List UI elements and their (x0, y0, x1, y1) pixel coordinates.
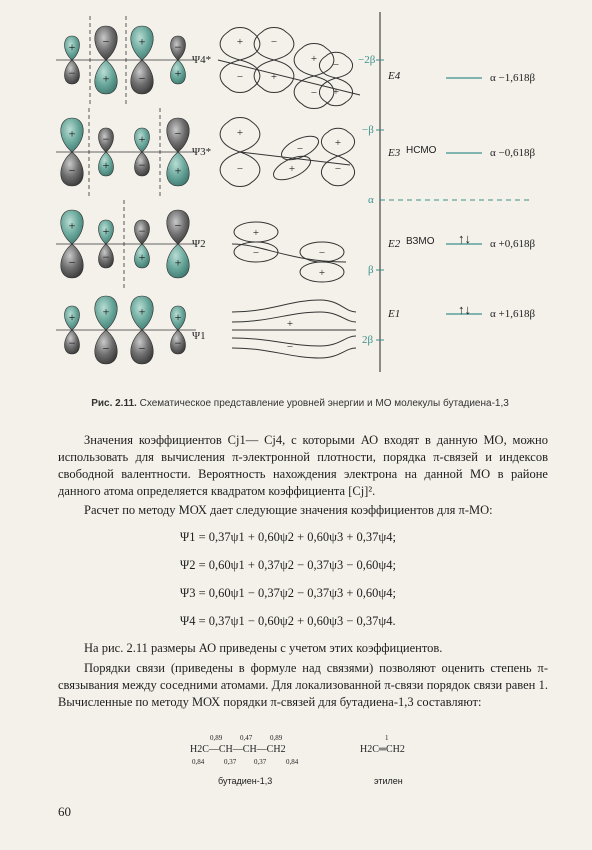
orbital-lobe-r4-a4-top-sign: + (174, 309, 182, 324)
orbital-lobe-r4-a2-top-sign: + (102, 304, 110, 319)
level-value-e3: α −0,618β (490, 147, 536, 159)
orbital-lobe-r2-a2-bottom-sign: + (102, 158, 110, 173)
electron-pair-e2: ↑↓ (458, 231, 471, 246)
orbital-lobe-r1-a1-bottom-sign: − (68, 66, 76, 81)
orbital-lobe-r4-a3-bottom-sign: − (138, 341, 146, 356)
psi1-schematic (232, 300, 356, 358)
tick-label-neg2beta: −2β (358, 54, 376, 66)
equation-psi4: Ψ4 = 0,37ψ1 − 0,60ψ2 + 0,60ψ3 − 0,37ψ4. (180, 614, 396, 628)
orbital-lobe-r3-a3-top-sign: − (138, 223, 146, 238)
orbital-lobe-r3-a2-bottom-sign: − (102, 250, 110, 265)
butadiene-formula: H2C—CH—CH—CH2 (190, 744, 286, 755)
page-number: 60 (58, 804, 71, 819)
orbital-lobe-r2-a1-top-sign: + (68, 126, 76, 141)
schematic-sign: − (252, 247, 260, 259)
figure-caption (40, 398, 560, 409)
equation-psi3: Ψ3 = 0,60ψ1 − 0,37ψ2 − 0,37ψ3 + 0,60ψ4; (180, 586, 396, 600)
orbital-lobe-r3-a1-top-sign: + (68, 218, 76, 233)
schematic-sign: − (236, 163, 244, 175)
schematic-sign: + (310, 53, 318, 65)
schematic-sign: + (236, 127, 244, 139)
orbital-lobe-r1-a2-bottom-sign: + (102, 71, 110, 86)
schematic-sign: + (332, 86, 340, 98)
orbital-lobe-r1-a3-top-sign: + (138, 34, 146, 49)
level-value-e1: α +1,618β (490, 308, 536, 320)
schematic-sign: + (270, 71, 278, 83)
psi2-label: Ψ2 (192, 238, 206, 250)
caption-text: Схематическое представление уровней энергии и МО молекулы бутадиена-1,3 (139, 398, 509, 409)
schematic-sign: + (236, 36, 244, 48)
level-name-e4: E4 (388, 70, 401, 82)
butadiene-name: бутадиен-1,3 (218, 776, 273, 786)
schematic-sign: − (296, 143, 304, 155)
orbital-lobe-r1-a4-bottom-sign: + (174, 66, 182, 81)
figure-2-11 (0, 0, 592, 405)
orbital-lobe-r1-a1-top-sign: + (68, 39, 76, 54)
free-valence-3: 0,37 (254, 758, 267, 766)
orbital-lobe-r4-a1-top-sign: + (68, 309, 76, 324)
orbital-lobe-r4-a2-bottom-sign: − (102, 341, 110, 356)
schematic-sign: − (286, 341, 294, 353)
paragraph-ao-sizes: На рис. 2.11 размеры АО приведены с учетом этих коэффициентов. (84, 641, 443, 655)
schematic-sign: − (270, 36, 278, 48)
tick-label-alpha: α (368, 194, 374, 206)
paragraph-hmo-calc: Расчет по методу МОХ дает следующие значения коэффициентов для π-МО: (84, 503, 493, 517)
ethylene-formula: H2C═CH2 (360, 744, 405, 755)
paragraph-coefficients: Значения коэффициентов Cj1— Cj4, с которыми АО входят в данную МО, можно использовать для вычисления π-электронной плотности, порядка π-связей и индексов свободной валентности. Вероятность нахождения электрона на данной МО в районе данного атома определяется квадратом коэффициента [Cj]². (58, 433, 548, 498)
orbital-lobe-r1-a2-top-sign: − (102, 34, 110, 49)
orbital-lobe-r2-a2-top-sign: − (102, 131, 110, 146)
orbital-lobe-r3-a1-bottom-sign: − (68, 255, 76, 270)
equation-psi2: Ψ2 = 0,60ψ1 + 0,37ψ2 − 0,37ψ3 − 0,60ψ4; (180, 558, 396, 572)
schematic-sign: + (288, 163, 296, 175)
electron-pair-e1: ↑↓ (458, 302, 471, 317)
tick-label-2beta: 2β (362, 334, 374, 346)
orbital-lobe-r3-a2-top-sign: + (102, 223, 110, 238)
orbital-lobe-r4-a3-top-sign: + (138, 304, 146, 319)
ethylene-bond-order: 1 (385, 734, 389, 742)
orbital-lobe-r4-a1-bottom-sign: − (68, 336, 76, 351)
orbital-lobe-r3-a4-top-sign: − (174, 218, 182, 233)
level-tag-e2: ВЗМО (406, 236, 435, 247)
orbital-lobe-r2-a3-bottom-sign: − (138, 158, 146, 173)
schematic-sign: + (286, 318, 294, 330)
mo-schematics (218, 28, 360, 359)
level-tag-e3: НСМО (406, 145, 437, 156)
schematic-sign: − (310, 87, 318, 99)
bond-order-2: 0,47 (240, 734, 253, 742)
orbital-lobe-r2-a4-bottom-sign: + (174, 163, 182, 178)
psi3-label: Ψ3* (192, 146, 212, 158)
orbital-lobe-r3-a4-bottom-sign: + (174, 255, 182, 270)
orbital-lobe-r2-a4-top-sign: − (174, 126, 182, 141)
free-valence-1: 0,84 (192, 758, 205, 766)
equation-psi1: Ψ1 = 0,37ψ1 + 0,60ψ2 + 0,60ψ3 + 0,37ψ4; (180, 530, 396, 544)
schematic-sign: − (332, 59, 340, 71)
schematic-sign: − (318, 247, 326, 259)
mo-orbitals-3d (56, 16, 196, 364)
schematic-sign: − (236, 71, 244, 83)
bond-order-1: 0,89 (210, 734, 223, 742)
ethylene-name: этилен (374, 776, 403, 786)
paragraph-bond-orders: Порядки связи (приведены в формуле над связями) позволяют оценить степень π-связывания между соседними атомами. Для локализованной π-связи порядок связи равен 1. Вычисленные по методу МОХ порядки π-связей для бутадиена-1,3 составляют: (58, 661, 548, 709)
schematic-sign: − (334, 163, 342, 175)
free-valence-4: 0,84 (286, 758, 299, 766)
tick-label-beta: β (368, 264, 374, 276)
level-value-e4: α −1,618β (490, 72, 536, 84)
tick-label-negbeta: −β (362, 124, 374, 136)
level-name-e1: E1 (388, 308, 401, 320)
psi1-label: Ψ1 (192, 330, 206, 342)
orbital-lobe-r1-a4-top-sign: − (174, 39, 182, 54)
schematic-sign: + (318, 267, 326, 279)
orbital-lobe-r2-a1-bottom-sign: − (68, 163, 76, 178)
psi4-label: Ψ4* (192, 54, 212, 66)
orbital-lobe-r3-a3-bottom-sign: + (138, 250, 146, 265)
level-value-e2: α +0,618β (490, 238, 536, 250)
level-name-e3: E3 (388, 147, 401, 159)
free-valence-2: 0,37 (224, 758, 237, 766)
schematic-sign: + (334, 137, 342, 149)
bond-order-3: 0,89 (270, 734, 283, 742)
level-name-e2: E2 (388, 238, 401, 250)
orbital-lobe-r1-a3-bottom-sign: − (138, 71, 146, 86)
schematic-sign: + (252, 227, 260, 239)
orbital-lobe-r4-a4-bottom-sign: − (174, 336, 182, 351)
psi2-schematic (232, 222, 346, 282)
orbital-lobe-r2-a3-top-sign: + (138, 131, 146, 146)
caption-label: Рис. 2.11. (91, 398, 137, 409)
